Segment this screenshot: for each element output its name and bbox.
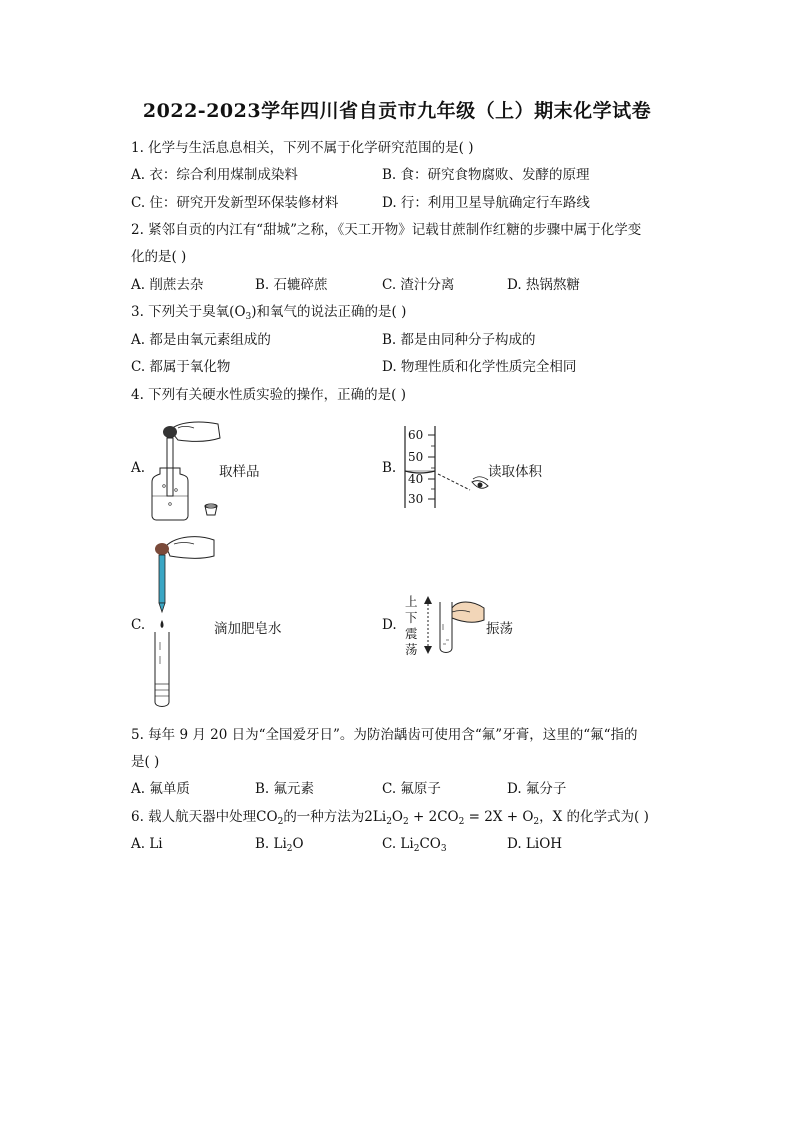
dropper-test-tube-figure — [146, 534, 216, 714]
q4-option-b-caption: 读取体积 — [488, 464, 542, 480]
q6-option-c[interactable]: C. $Li_2CO_3$ — [382, 836, 447, 854]
q2-option-b[interactable]: B. 石辘碎蔗 — [255, 277, 328, 293]
q4-option-a-caption: 取样品 — [219, 464, 260, 480]
q3-option-a[interactable]: A. 都是由氧元素组成的 — [131, 332, 271, 348]
q6-stem: 6. 载人航天器中处理$CO_2$的一种方法为$2Li_2O_2 + 2CO_2 = 2X + O_2$，X 的化学式为( ) — [131, 809, 649, 827]
q2-stem-line2: 化的是( ) — [131, 249, 187, 265]
q5-option-d[interactable]: D. 氟分子 — [507, 781, 567, 797]
q3-option-b[interactable]: B. 都是由同种分子构成的 — [382, 332, 536, 348]
q4-option-a-letter[interactable]: A. — [131, 460, 146, 476]
scale-label-60: 60 — [408, 428, 424, 442]
q1-stem: 1. 化学与生活息息相关，下列不属于化学研究范围的是( ) — [131, 140, 474, 156]
scale-label-40: 40 — [408, 472, 424, 486]
vertical-caption-1: 上 — [405, 594, 418, 609]
q2-option-d[interactable]: D. 热锅熬糖 — [507, 277, 580, 293]
q4-option-d-letter[interactable]: D. — [382, 617, 397, 633]
q5-option-b[interactable]: B. 氟元素 — [255, 781, 315, 797]
q5-stem-line1: 5. 每年 9 月 20 日为“全国爱牙日”。为防治龋齿可使用含“氟”牙膏，这里的“氟“指的 — [131, 727, 638, 743]
vertical-caption-3: 震 — [405, 626, 418, 641]
q4-option-d-caption: 振荡 — [486, 621, 513, 637]
q4-option-b-letter[interactable]: B. — [382, 460, 397, 476]
q4-option-c-caption: 滴加肥皂水 — [214, 621, 282, 637]
q4-option-c-letter[interactable]: C. — [131, 617, 146, 633]
scale-label-30: 30 — [408, 492, 424, 506]
q3-option-c[interactable]: C. 都属于氧化物 — [131, 359, 231, 375]
bottle-dropper-figure — [148, 416, 228, 524]
q1-option-d[interactable]: D. 行：利用卫星导航确定行车路线 — [382, 195, 590, 211]
page-title: 2022-2023学年四川省自贡市九年级（上）期末化学试卷 — [142, 100, 652, 122]
shaking-test-tube-figure — [422, 594, 488, 658]
q3-stem: 3. 下列关于臭氧$(O_3)$和氧气的说法正确的是( ) — [131, 304, 407, 322]
q4-stem: 4. 下列有关硬水性质实验的操作，正确的是( ) — [131, 387, 406, 403]
q1-option-a[interactable]: A. 衣：综合利用煤制成染料 — [131, 167, 298, 183]
q6-option-a[interactable]: A. Li — [131, 836, 163, 852]
vertical-caption-2: 下 — [405, 610, 418, 625]
q5-option-c[interactable]: C. 氟原子 — [382, 781, 441, 797]
q5-stem-line2: 是( ) — [131, 754, 160, 770]
q1-option-c[interactable]: C. 住：研究开发新型环保装修材料 — [131, 195, 339, 211]
q1-option-b[interactable]: B. 食：研究食物腐败、发酵的原理 — [382, 167, 590, 183]
q5-option-a[interactable]: A. 氟单质 — [131, 781, 190, 797]
q6-option-d[interactable]: D. LiOH — [507, 836, 563, 852]
q2-stem-line1: 2. 紧邻自贡的内江有“甜城”之称，《天工开物》记载甘蔗制作红糖的步骤中属于化学变 — [131, 222, 642, 238]
q3-option-d[interactable]: D. 物理性质和化学性质完全相同 — [382, 359, 577, 375]
q6-option-b[interactable]: B. $Li_2O$ — [255, 836, 304, 854]
q2-option-c[interactable]: C. 渣汁分离 — [382, 277, 455, 293]
q2-option-a[interactable]: A. 削蔗去杂 — [131, 277, 204, 293]
scale-label-50: 50 — [408, 450, 424, 464]
vertical-caption-4: 荡 — [405, 642, 418, 657]
